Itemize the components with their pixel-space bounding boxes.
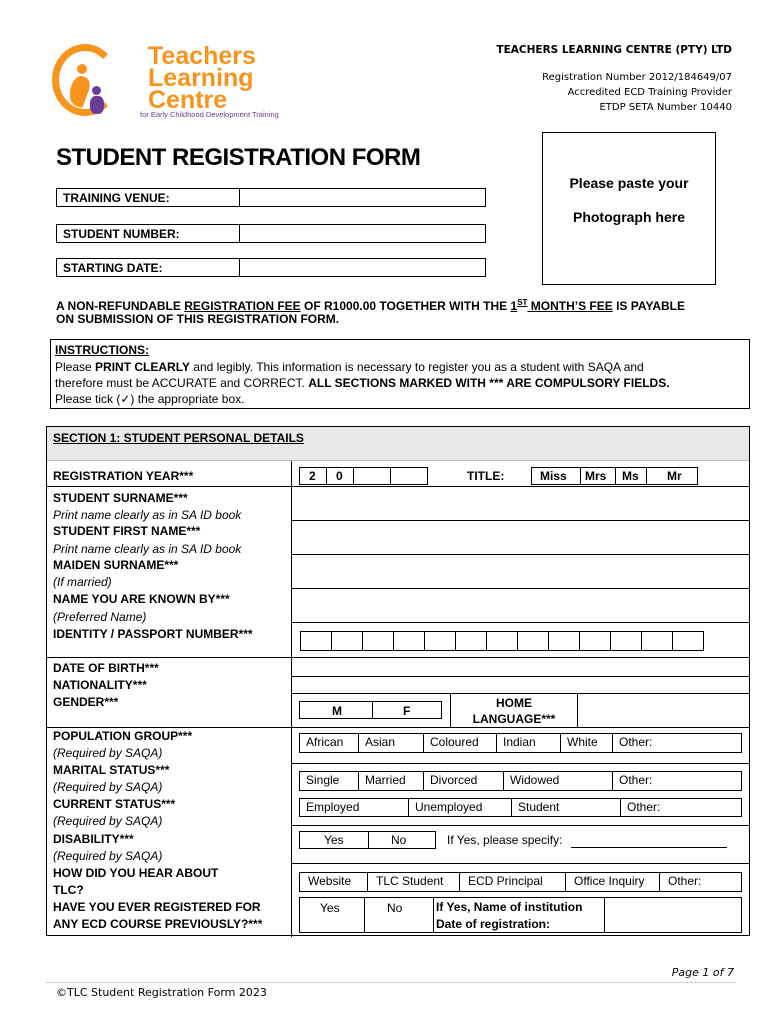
copyright: ©TLC Student Registration Form 2023 [56, 986, 267, 999]
photo-label-2: Photograph here [572, 209, 685, 225]
row-line [47, 727, 749, 728]
training-venue-row [56, 188, 486, 207]
logo-child-head-icon [92, 86, 101, 95]
gender-label: GENDER*** [53, 695, 119, 709]
row-line [291, 622, 749, 623]
row-line [291, 863, 749, 864]
known-by-input[interactable] [292, 589, 749, 622]
logo-child-icon [90, 96, 104, 114]
fee-text-1: A NON-REFUNDABLE [56, 299, 185, 313]
id-digit-box[interactable] [672, 631, 704, 651]
id-digit-box[interactable] [362, 631, 394, 651]
title-miss: Miss [540, 469, 567, 483]
fee-text-5: ST [517, 298, 528, 307]
form-title: STUDENT REGISTRATION FORM [56, 144, 421, 171]
population-option-label: Indian [503, 735, 536, 749]
current-option-label: Unemployed [415, 800, 483, 814]
nationality-label: NATIONALITY*** [53, 678, 147, 692]
company-etdp: ETDP SETA Number 10440 [599, 102, 732, 113]
first-name-label: STUDENT FIRST NAME*** [53, 524, 201, 538]
id-digit-box[interactable] [455, 631, 487, 651]
logo-word-2: Learning [148, 64, 254, 92]
hear-option-label: ECD Principal [468, 874, 543, 888]
company-accredited: Accredited ECD Training Provider [567, 87, 732, 98]
hear-option-label: Other: [668, 874, 702, 888]
photo-label-1: Please paste your [569, 175, 689, 191]
population-option[interactable] [496, 733, 561, 753]
ecd-no: No [387, 901, 403, 915]
surname-input[interactable] [292, 487, 749, 520]
population-option-label: Coloured [430, 735, 479, 749]
ecd-institution-label: If Yes, Name of institution [436, 900, 583, 914]
instructions-line2 [55, 376, 670, 390]
current-option[interactable] [511, 798, 621, 817]
population-label: POPULATION GROUP*** [53, 729, 193, 743]
gender-f-box[interactable] [372, 701, 442, 719]
population-option[interactable] [299, 733, 359, 753]
id-number-label: IDENTITY / PASSPORT NUMBER*** [53, 627, 253, 641]
disability-specify-input[interactable] [571, 847, 727, 848]
population-option[interactable] [423, 733, 497, 753]
disability-hint: (Required by SAQA) [53, 849, 163, 863]
gender-m-box[interactable] [299, 701, 373, 719]
population-option-label: Asian [365, 735, 396, 749]
population-hint: (Required by SAQA) [53, 746, 163, 760]
id-digit-box[interactable] [517, 631, 549, 651]
dob-label: DATE OF BIRTH*** [53, 661, 159, 675]
population-option-label: White [567, 735, 598, 749]
instructions-title: INSTRUCTIONS: [55, 343, 149, 357]
hear-label-2: TLC? [53, 883, 84, 897]
marital-hint: (Required by SAQA) [53, 780, 163, 794]
current-option-label: Other: [627, 800, 661, 814]
disability-no-box[interactable] [368, 831, 436, 849]
ecd-label-1: HAVE YOU EVER REGISTERED FOR [53, 900, 261, 914]
marital-option[interactable] [299, 771, 359, 791]
student-number-row [56, 224, 486, 243]
logo-tagline: for Early Childhood Development Training [140, 110, 279, 119]
first-name-hint: Print name clearly as in SA ID book [53, 542, 242, 556]
year-digit-1: 2 [309, 469, 316, 483]
current-hint: (Required by SAQA) [53, 814, 163, 828]
title-ms: Ms [622, 469, 639, 483]
title-mr-box[interactable] [646, 467, 698, 485]
id-digit-box[interactable] [300, 631, 332, 651]
fee-text-6: MONTH’S FEE [527, 299, 613, 313]
year-box-3[interactable] [353, 467, 391, 485]
starting-date-input[interactable] [239, 259, 486, 276]
ecd-institution-input[interactable] [604, 897, 742, 933]
logo-head-icon [77, 64, 87, 74]
logo-word-3: Centre [148, 86, 228, 114]
disability-yes-box[interactable] [299, 831, 369, 849]
marital-option[interactable] [503, 771, 613, 791]
known-by-hint: (Preferred Name) [53, 610, 147, 624]
company-name: TEACHERS LEARNING CENTRE (PTY) LTD [496, 44, 732, 56]
instructions-line1 [55, 360, 644, 374]
year-box-2[interactable] [326, 467, 354, 485]
ecd-no-box[interactable] [364, 897, 434, 933]
title-mrs: Mrs [585, 469, 607, 483]
row-line [291, 763, 749, 764]
instr-1c: and legibly. This information is necessary to register you as a student with SAQA and [189, 360, 644, 374]
instr-1a: Please [55, 360, 96, 374]
page-number: Page 1 of 7 [671, 966, 734, 979]
disability-no: No [391, 833, 407, 847]
marital-option[interactable] [358, 771, 424, 791]
ecd-label-2: ANY ECD COURSE PREVIOUSLY?*** [53, 917, 263, 931]
section1-table [46, 426, 750, 936]
title-label: TITLE: [467, 469, 505, 483]
disability-label: DISABILITY*** [53, 832, 134, 846]
hear-option[interactable] [367, 872, 460, 892]
hear-label-1: HOW DID YOU HEAR ABOUT [53, 866, 219, 880]
year-box-1[interactable] [299, 467, 327, 485]
instructions-box [50, 339, 750, 409]
fee-text-7: IS PAYABLE [612, 299, 686, 313]
fee-text-3: OF R1000.00 TOGETHER WITH THE [300, 299, 511, 313]
gender-m: M [332, 704, 342, 718]
marital-option-label: Divorced [430, 773, 478, 787]
hear-option[interactable] [565, 872, 660, 892]
gender-f: F [403, 704, 411, 718]
photo-box[interactable] [542, 132, 716, 285]
row-line [291, 825, 749, 826]
instructions-line3: Please tick (✓) the appropriate box. [55, 392, 245, 406]
section1-header [47, 427, 749, 461]
first-name-input[interactable] [292, 521, 749, 554]
training-venue-label: TRAINING VENUE: [63, 191, 170, 205]
disability-specify-label: If Yes, please specify: [447, 833, 563, 847]
id-digit-box[interactable] [579, 631, 611, 651]
known-by-label: NAME YOU ARE KNOWN BY*** [53, 592, 230, 606]
marital-label: MARITAL STATUS*** [53, 763, 170, 777]
marital-option[interactable] [612, 771, 742, 791]
starting-date-label: STARTING DATE: [63, 261, 163, 275]
current-option-label: Employed [306, 800, 360, 814]
surname-hint: Print name clearly as in SA ID book [53, 508, 242, 522]
title-mrs-box[interactable] [580, 467, 616, 485]
id-digit-box[interactable] [331, 631, 363, 651]
current-option[interactable] [299, 798, 409, 817]
student-number-label: STUDENT NUMBER: [63, 227, 180, 241]
home-lang-label-2: LANGUAGE*** [472, 712, 556, 726]
population-option[interactable] [560, 733, 613, 753]
dob-input[interactable] [292, 658, 749, 676]
current-label: CURRENT STATUS*** [53, 797, 176, 811]
title-mr: Mr [667, 469, 682, 483]
fee-notice-line2: ON SUBMISSION OF THIS REGISTRATION FORM. [56, 312, 340, 326]
id-digit-box[interactable] [641, 631, 673, 651]
instr-2a: therefore must be ACCURATE and CORRECT. [55, 376, 309, 390]
training-venue-input[interactable] [239, 189, 486, 206]
marital-option-label: Other: [619, 773, 653, 787]
hear-option-label: Website [308, 874, 352, 888]
section1-title: SECTION 1: STUDENT PERSONAL DETAILS [53, 431, 304, 445]
fee-notice-line1 [56, 296, 685, 313]
hear-option[interactable] [459, 872, 566, 892]
year-digit-2: 0 [336, 469, 343, 483]
instr-2b: ALL SECTIONS MARKED WITH *** ARE COMPULSORY FIELDS. [308, 376, 670, 390]
marital-option-label: Married [365, 773, 406, 787]
hear-option-label: TLC Student [376, 874, 444, 888]
population-option-label: African [306, 735, 344, 749]
maiden-hint: (If married) [53, 575, 112, 589]
ecd-institution-box [433, 897, 605, 933]
maiden-input[interactable] [292, 555, 749, 588]
starting-date-row [56, 258, 486, 277]
company-reg: Registration Number 2012/184649/07 [542, 72, 732, 83]
hear-option[interactable] [299, 872, 368, 892]
fee-text-2: REGISTRATION FEE [184, 299, 301, 313]
marital-option[interactable] [423, 771, 504, 791]
population-option-label: Other: [619, 735, 653, 749]
id-digit-box[interactable] [486, 631, 518, 651]
ecd-yes-box[interactable] [299, 897, 365, 933]
hear-option-label: Office Inquiry [574, 874, 645, 888]
footer-rule [46, 982, 736, 983]
id-digit-box[interactable] [548, 631, 580, 651]
ecd-yes: Yes [320, 901, 340, 915]
marital-option-label: Single [306, 773, 340, 787]
maiden-label: MAIDEN SURNAME*** [53, 558, 179, 572]
reg-year-label: REGISTRATION YEAR*** [53, 469, 194, 483]
student-number-input[interactable] [239, 225, 486, 242]
marital-option-label: Widowed [510, 773, 560, 787]
hear-option[interactable] [659, 872, 742, 892]
title-miss-box[interactable] [531, 467, 581, 485]
title-ms-box[interactable] [615, 467, 647, 485]
id-digit-box[interactable] [393, 631, 425, 651]
current-option[interactable] [408, 798, 512, 817]
population-option[interactable] [358, 733, 424, 753]
logo-word-1: Teachers [148, 42, 256, 70]
current-option[interactable] [620, 798, 742, 817]
nationality-input[interactable] [292, 677, 749, 693]
home-lang-input[interactable] [578, 694, 749, 727]
instr-1b: PRINT CLEARLY [95, 360, 190, 374]
id-digit-box[interactable] [610, 631, 642, 651]
fee-text-4: 1 [510, 299, 518, 313]
disability-yes: Yes [324, 833, 344, 847]
surname-label: STUDENT SURNAME*** [53, 491, 188, 505]
row-line [47, 486, 291, 487]
current-option-label: Student [518, 800, 560, 814]
home-lang-label-1: HOME [496, 696, 532, 710]
population-option[interactable] [612, 733, 742, 753]
ecd-date-label: Date of registration: [436, 917, 551, 931]
year-box-4[interactable] [390, 467, 428, 485]
id-digit-box[interactable] [424, 631, 456, 651]
